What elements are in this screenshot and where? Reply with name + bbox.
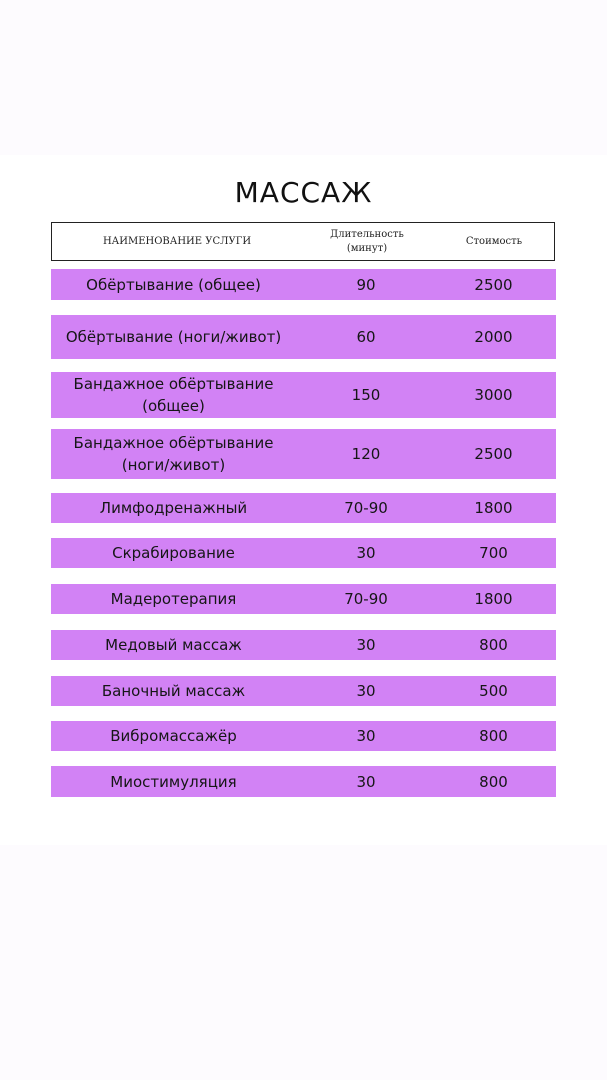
service-price: 1800 [474,499,513,517]
header-duration-line1: Длительность [330,228,404,240]
service-name: Обёртывание (ноги/живот) [65,328,282,346]
service-name: Баночный массаж [101,682,246,700]
table-row [51,676,556,706]
table-row [51,493,556,523]
service-price: 1800 [474,590,513,608]
service-duration: 120 [351,445,381,463]
service-duration: 30 [356,727,376,745]
service-name: Вибромассажёр [110,727,237,745]
service-price: 2500 [474,445,513,463]
service-price: 800 [479,636,508,654]
service-duration: 150 [351,386,381,404]
service-price: 3000 [474,386,513,404]
table-row [51,315,556,359]
table-row [51,429,556,479]
table-row [51,721,556,751]
service-name: Лимфодренажный [99,499,248,517]
service-price: 500 [479,682,508,700]
service-price: 700 [479,544,508,562]
service-duration: 30 [356,636,376,654]
header-name: НАИМЕНОВАНИЕ УСЛУГИ [102,236,252,247]
page-title: МАССАЖ [234,176,373,209]
service-duration: 90 [356,275,376,294]
service-duration: 30 [356,544,376,562]
service-name: Миостимуляция [110,772,237,791]
table-row [51,538,556,568]
service-duration: 70-90 [344,499,388,517]
table-row [51,766,556,797]
service-duration: 70-90 [344,590,388,608]
service-name: Бандажное обёртывание (ноги/живот) [73,434,274,474]
service-price: 2500 [474,275,513,294]
service-duration: 30 [356,772,376,791]
service-price: 2000 [474,328,513,346]
service-price: 800 [479,772,508,791]
table-row [51,372,556,418]
header-duration-line2: (минут) [346,242,388,254]
table-row [51,630,556,660]
service-duration: 30 [356,682,376,700]
table-header [51,222,555,261]
table-row [51,269,556,300]
service-name: Скрабирование [112,544,235,562]
service-name: Медовый массаж [105,636,242,654]
table-row [51,584,556,614]
header-price: Стоимость [465,236,523,247]
service-duration: 60 [356,328,376,346]
service-name: Обёртывание (общее) [86,275,261,294]
service-name: Бандажное обёртывание (общее) [73,375,274,415]
service-price: 800 [479,727,508,745]
service-name: Мадеротерапия [110,590,237,608]
header-duration [302,223,432,260]
